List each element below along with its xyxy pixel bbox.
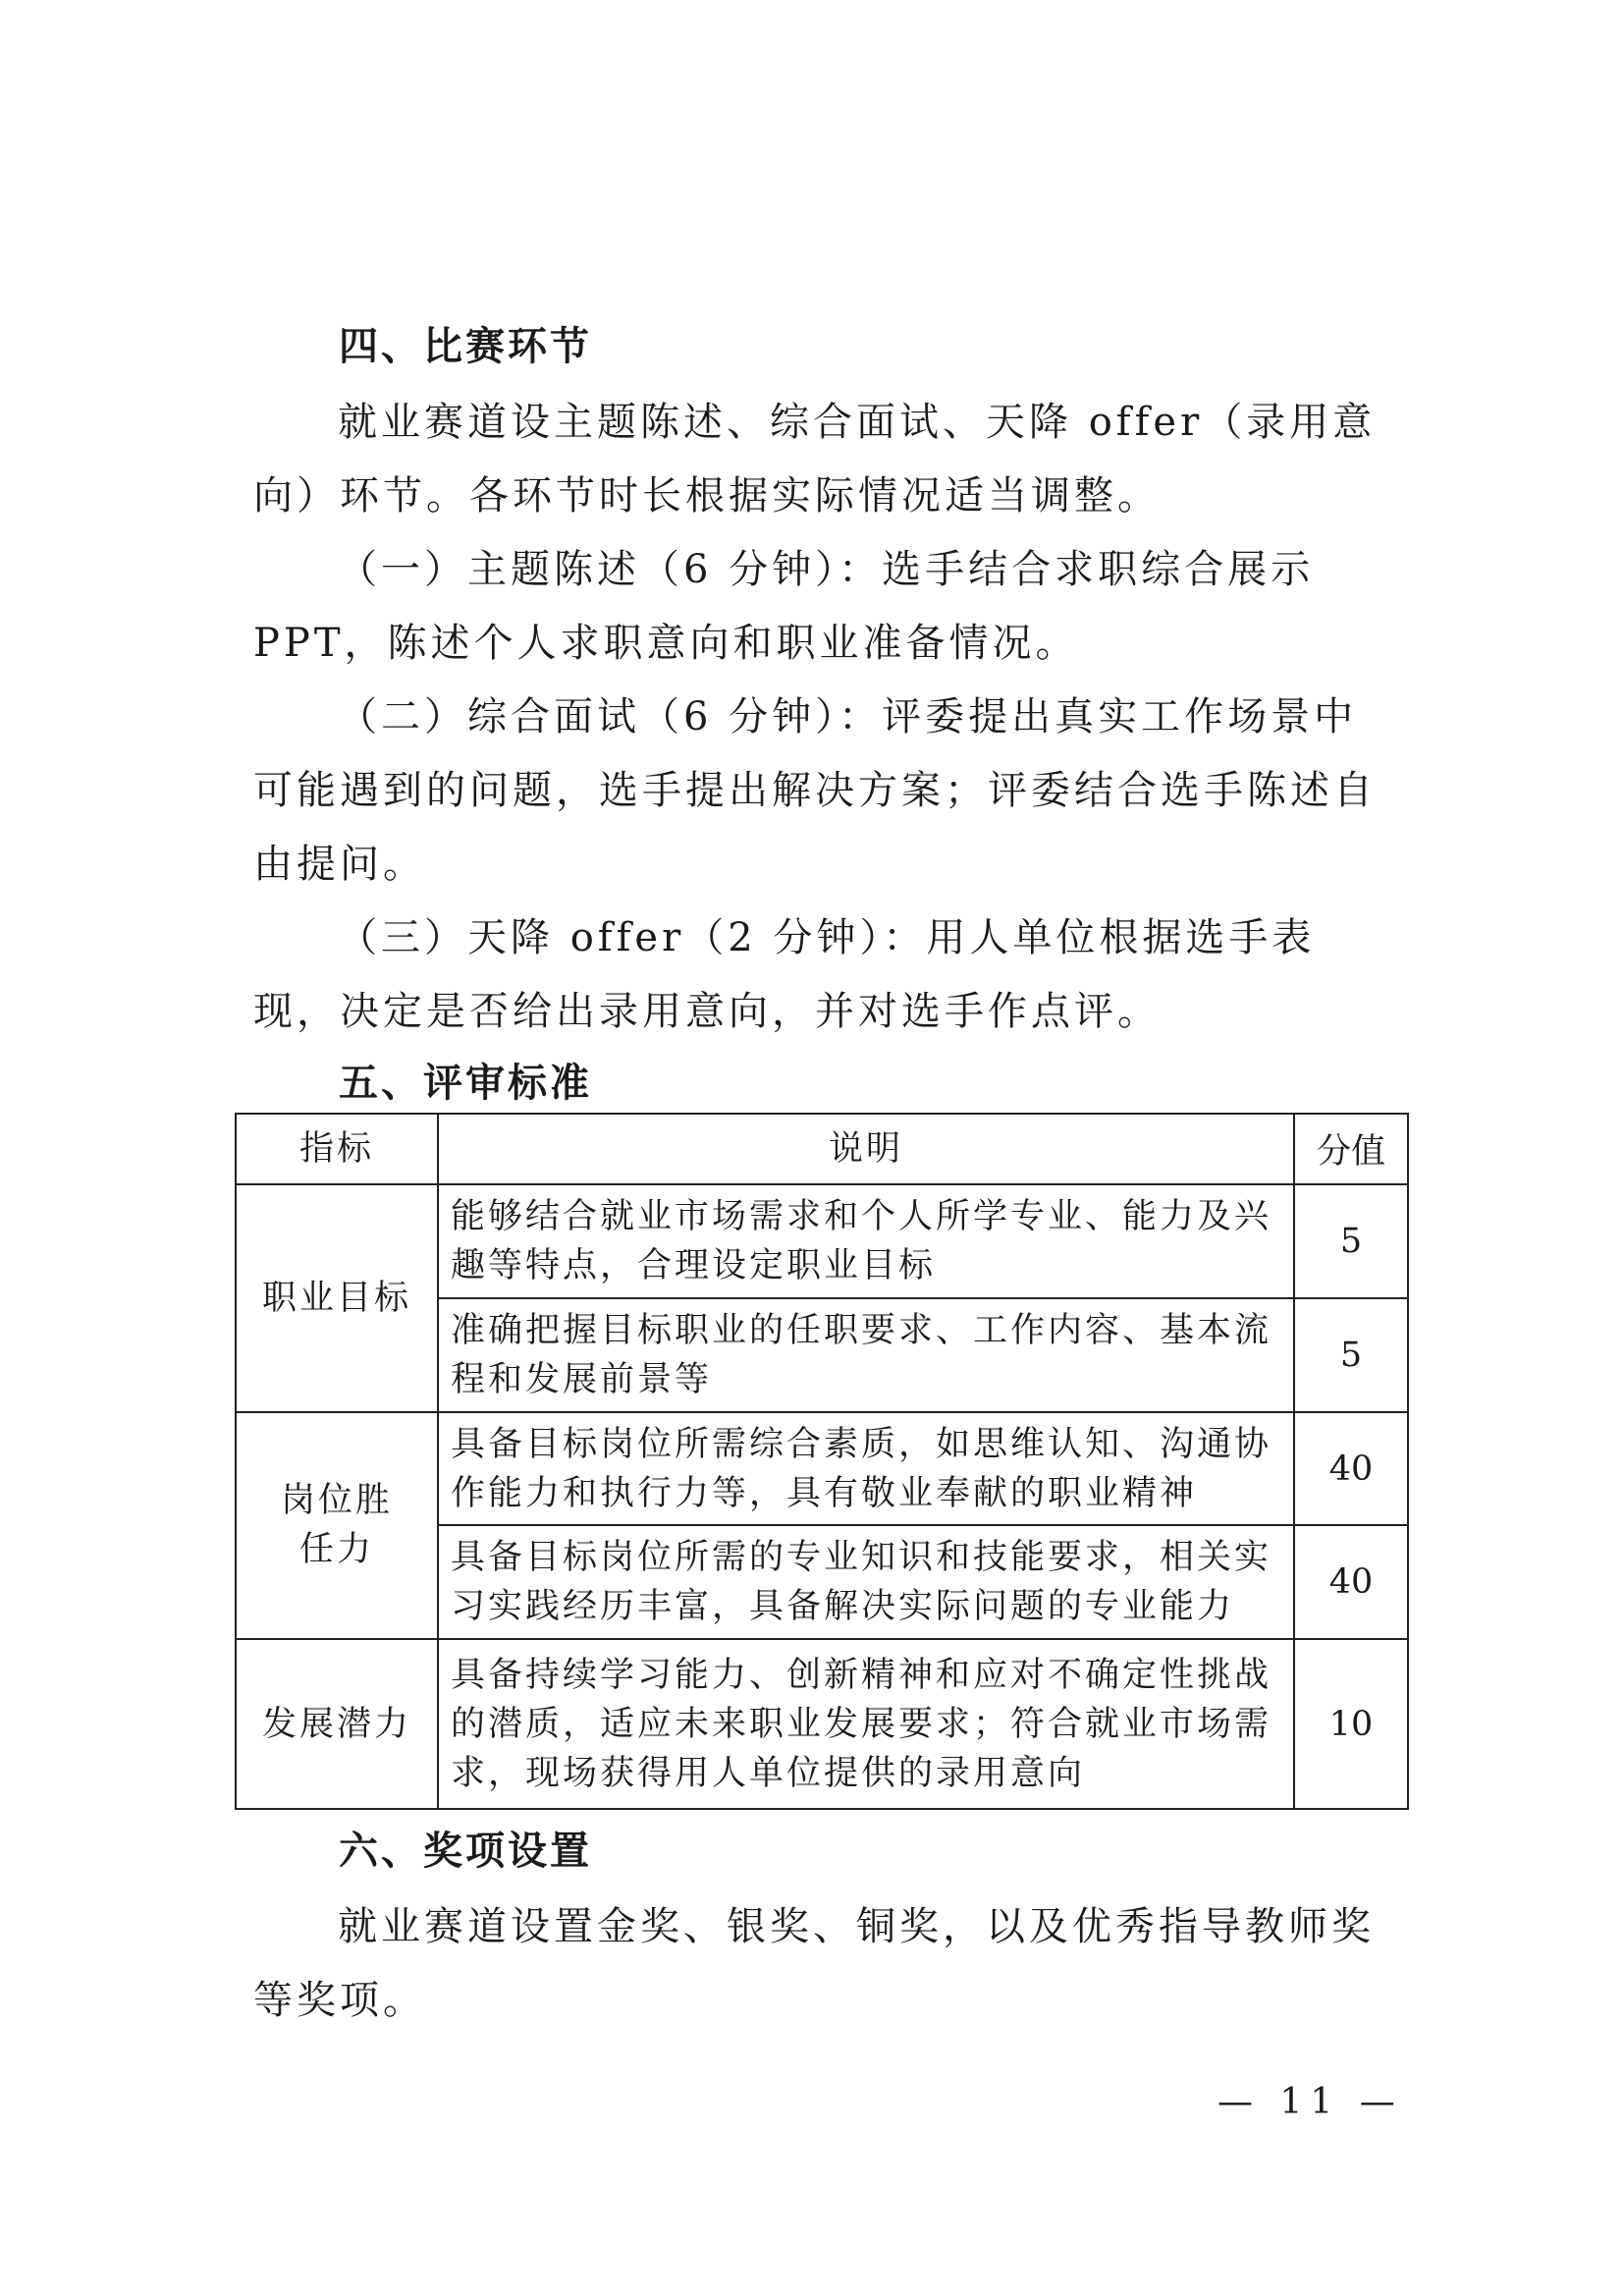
indicator-cell: 发展潜力 [236, 1639, 438, 1809]
score-cell: 5 [1294, 1184, 1408, 1298]
list-item-theme-statement: （一）主题陈述（6 分钟）：选手结合求职综合展示 PPT，陈述个人求职意向和职业准备情况。 [253, 547, 1315, 666]
header-description: 说明 [438, 1114, 1294, 1184]
criteria-table [235, 1113, 1409, 1810]
section-heading: 四、比赛环节 [339, 324, 592, 369]
page-number: — 11 — [1217, 2082, 1403, 2122]
description-cell: 准确把握目标职业的任职要求、工作内容、基本流程和发展前景等 [438, 1298, 1294, 1412]
header-indicator: 指标 [236, 1114, 438, 1184]
score-cell: 5 [1294, 1298, 1408, 1412]
description-cell: 具备目标岗位所需的专业知识和技能要求，相关实习实践经历丰富，具备解决实际问题的专业能力 [438, 1525, 1294, 1639]
score-cell: 10 [1294, 1639, 1408, 1809]
score-cell: 40 [1294, 1412, 1408, 1526]
description-cell: 能够结合就业市场需求和个人所学专业、能力及兴趣等特点，合理设定职业目标 [438, 1184, 1294, 1298]
description-cell: 具备目标岗位所需综合素质，如思维认知、沟通协作能力和执行力等，具有敬业奉献的职业精神 [438, 1412, 1294, 1526]
table-row [236, 1639, 1408, 1809]
section-paragraph: 就业赛道设置金奖、银奖、铜奖，以及优秀指导教师奖等奖项。 [253, 1904, 1375, 2023]
list-item-offer: （三）天降 offer（2 分钟）：用人单位根据选手表现，决定是否给出录用意向，并对选手作点评。 [253, 915, 1316, 1034]
section-heading: 五、评审标准 [339, 1061, 592, 1106]
section-paragraph: 就业赛道设主题陈述、综合面试、天降 offer（录用意向）环节。各环节时长根据实际情况适当调整。 [253, 400, 1377, 519]
indicator-cell: 职业目标 [236, 1184, 438, 1412]
list-item-interview: （二）综合面试（6 分钟）：评委提出真实工作场景中可能遇到的问题，选手提出解决方案；评委结合选手陈述自由提问。 [253, 694, 1377, 887]
header-score: 分值 [1294, 1114, 1408, 1184]
table-row [236, 1184, 1408, 1298]
description-cell: 具备持续学习能力、创新精神和应对不确定性挑战的潜质，适应未来职业发展要求；符合就业市场需求，现场获得用人单位提供的录用意向 [438, 1639, 1294, 1809]
table-row [236, 1412, 1408, 1526]
section-heading: 六、奖项设置 [339, 1829, 592, 1874]
indicator-cell: 岗位胜任力 [236, 1412, 438, 1640]
table-header-row [236, 1114, 1408, 1184]
score-cell: 40 [1294, 1525, 1408, 1639]
